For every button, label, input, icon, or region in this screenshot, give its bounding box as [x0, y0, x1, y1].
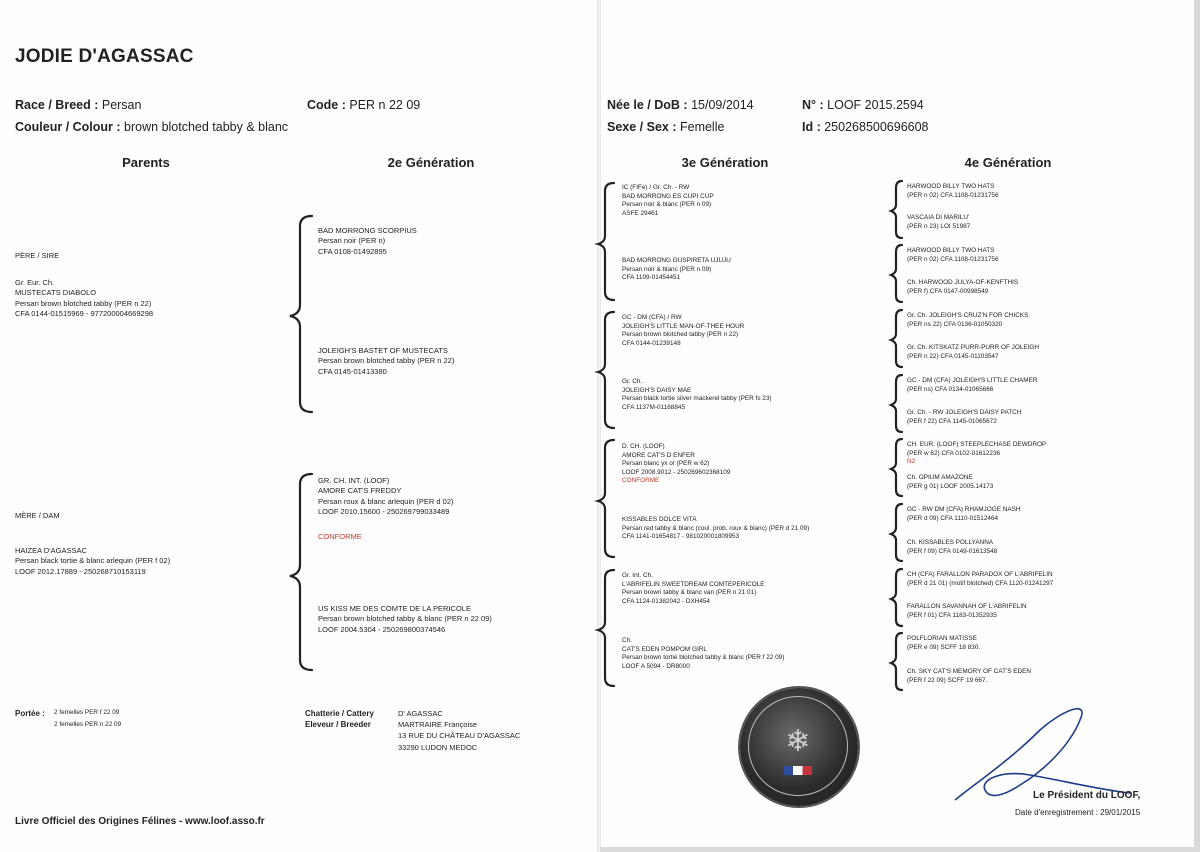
- gen4-entry: [907, 474, 993, 491]
- gen4-entry: [907, 603, 1027, 620]
- gen4-entry: [907, 247, 999, 264]
- gen3-line: Persan brown blotched tabby (PER n 22): [622, 331, 739, 339]
- gen4-line: GC - RW DM (CFA) RHAMJOGE NASH: [907, 506, 1021, 513]
- gen4-line: Ch. SKY CAT'S MEMORY OF CAT'S EDEN: [907, 668, 1032, 675]
- gen3-line: Ch.: [622, 637, 632, 644]
- gen4-line: Ch. KISSABLES POLLYANNA: [907, 539, 994, 546]
- gen3-entry: [622, 184, 714, 218]
- sex-value: Femelle: [679, 120, 725, 134]
- gen4-line: Ch. OPIUM AMAZONE: [907, 474, 973, 481]
- gen2-line: AMORE CAT'S FREDDY: [318, 486, 402, 496]
- gen4-line: (PER f 22 09) SCFF 19 667.: [907, 676, 988, 684]
- code-value: PER n 22 09: [349, 98, 421, 112]
- conforme-note: CONFORME: [622, 477, 660, 485]
- number-row: [802, 98, 924, 112]
- gen3-line: BAD MORRONG GUSPIRETA UJUJU: [622, 257, 731, 264]
- gen4-line: Gr. Ch. KITSKATZ PURR-PURR OF JOLEIGH: [907, 344, 1039, 351]
- gen4-line: (PER n 23) LOI 51987: [907, 222, 971, 230]
- page-fold: [597, 0, 601, 852]
- gen3-line: Gr. Int. Ch.: [622, 572, 653, 579]
- cattery-label: Chatterie / Cattery: [305, 709, 374, 718]
- gen2-entry: [318, 226, 417, 257]
- gen4-entry: [907, 344, 1039, 361]
- id-value: 250268500696608: [824, 120, 929, 134]
- gen3-line: ASFE 29461: [622, 209, 659, 217]
- gen3-line: CFA 1124-01382042 - DXH454: [622, 597, 710, 605]
- scan-edge-bottom: [600, 847, 1200, 852]
- cat-emblem-icon: ❄: [785, 725, 811, 758]
- loof-seal: [740, 688, 858, 806]
- code-label: Code :: [307, 98, 346, 112]
- gen2-line: JOLEIGH'S BASTET OF MUSTECATS: [318, 346, 448, 355]
- gen2-line: GR. CH. INT. (LOOF): [318, 476, 390, 485]
- gen3-line: CFA 0144-01239148: [622, 339, 681, 347]
- race-row: [15, 98, 141, 112]
- gen3-line: L'ABRIFELIN SWEETDREAM COMTEPERICOLE: [622, 580, 765, 588]
- id-row: [802, 120, 929, 134]
- gen3-line: Persan noir & blanc (PER n 09): [622, 201, 712, 209]
- gen3-line: LOOF A 5094 - DR8000: [622, 662, 690, 670]
- gen3-line: CFA 1137M-01168845: [622, 403, 686, 411]
- cattery-values: [398, 708, 520, 753]
- gen2-entry: [318, 476, 454, 542]
- litter-block: [54, 709, 121, 729]
- scan-edge: [1194, 0, 1200, 852]
- gen4-entry: [907, 279, 1018, 296]
- number-label: N° :: [802, 98, 824, 112]
- gen4-line: CH. EUR. (LOOF) STEEPLECHASE DEWDROP: [907, 441, 1047, 448]
- gen3-line: Persan blanc yx or (PER w 62): [622, 460, 710, 468]
- gen3-line: Persan noir & blanc (PER n 09): [622, 265, 712, 273]
- col-parents: Parents: [122, 155, 170, 170]
- dob-label: Née le / DoB :: [607, 98, 688, 112]
- gen2-line: CFA 0108-01492895: [318, 246, 387, 256]
- dam-block: [15, 546, 170, 577]
- gen4-line: VASCAIA DI MARILU': [907, 214, 970, 221]
- litter-line: 2 femelles PER f 22 09: [54, 709, 120, 716]
- gen4-note: N2: [907, 458, 916, 466]
- gen4-line: Ch. HARWOOD JULYA-OF-KENFTHIS: [907, 279, 1019, 286]
- gen3-line: GC - DM (CFA) / RW: [622, 314, 682, 321]
- gen4-entry: [907, 668, 1031, 685]
- sire-line: MUSTECATS DIABOLO: [15, 288, 97, 298]
- gen4-line: POLFLORIAN MATISSE: [907, 635, 977, 642]
- gen3-line: Gr. Ch.: [622, 378, 643, 385]
- french-flag-icon: [784, 766, 812, 775]
- sire-label: PÈRE / SIRE: [15, 251, 60, 260]
- race-value: Persan: [101, 98, 142, 112]
- col-gen4: 4e Génération: [964, 155, 1052, 170]
- gen4-entry: [907, 539, 997, 556]
- sex-label: Sexe / Sex :: [607, 120, 677, 134]
- colour-value: brown blotched tabby & blanc: [124, 120, 289, 134]
- gen4-line: FARALLON SAVANNAH OF L'ABRIFELIN: [907, 603, 1027, 610]
- gen3-line: Persan red tabby & blanc (coul. prob. roux & blanc) (PER d 21 09): [622, 524, 810, 532]
- gen3-line: Persan brown tabby & blanc van (PER n 21 01): [622, 589, 757, 597]
- gen2-line: CFA 0145-01413380: [318, 366, 387, 376]
- gen3-line: JOLEIGH'S LITTLE MAN-OF-THEE HOUR: [622, 322, 745, 330]
- breeder-line: MARTRAIRE Françoise: [398, 720, 478, 730]
- gen3-line: AMORE CAT'S D ENFER: [622, 451, 695, 459]
- gen3-line: CAT'S EDEN POMPOM GIRL: [622, 645, 707, 653]
- gen4-line: Gr. Ch. - RW JOLEIGH'S DAISY PATCH: [907, 409, 1022, 416]
- dam-line: HAIZEA D'AGASSAC: [15, 546, 87, 555]
- gen3-line: CFA 1141-01654817 - 981020001809953: [622, 533, 740, 541]
- gen2-line: US KISS ME DES COMTE DE LA PERICOLE: [318, 604, 471, 613]
- gen2-entry: [318, 604, 492, 635]
- sire-block: [15, 278, 153, 320]
- gen3-line: JOLEIGH'S DAISY MAE: [622, 386, 692, 394]
- gen4-entry: [907, 571, 1053, 588]
- gen2-line: BAD MORRONG SCORPIUS: [318, 226, 417, 235]
- sex-row: [607, 120, 724, 134]
- dam-line: Persan black tortie & blanc arlequin (PER f 02): [15, 556, 171, 566]
- gen4-line: (PER d 09) CFA 1110-01512464: [907, 514, 999, 522]
- gen4-line: (PER f 22) CFA 1145-01065672: [907, 417, 997, 425]
- gen4-line: (PER n 22) CFA 0145-01103547: [907, 352, 999, 360]
- conforme-note: CONFORME: [318, 531, 362, 541]
- gen3-entry: [622, 572, 765, 606]
- cat-name: JODIE D'AGASSAC: [15, 46, 194, 67]
- gen3-line: LOOF 2008.9012 - 250269602368109: [622, 468, 731, 476]
- gen4-line: HARWOOD BILLY TWO HATS: [907, 183, 995, 190]
- gen4-line: (PER n 02) CFA 1108-01231756: [907, 255, 999, 263]
- dob-value: 15/09/2014: [691, 98, 754, 112]
- gen4-entry: [907, 377, 1037, 394]
- code-row: [307, 98, 420, 112]
- gen2-line: Persan brown blotched tabby & blanc (PER n 22 09): [318, 614, 492, 624]
- dam-label: MÈRE / DAM: [15, 511, 60, 520]
- gen2-line: LOOF 2004.5304 - 250269800374546: [318, 624, 446, 634]
- gen4-entry: [907, 635, 980, 652]
- gen3-entry: [622, 443, 730, 486]
- gen4-line: (PER ns) CFA 0134-01065666: [907, 385, 994, 393]
- col-gen2: 2e Génération: [387, 155, 475, 170]
- gen4-line: (PER f 01) CFA 1183-01352935: [907, 611, 997, 619]
- col-gen3: 3e Génération: [681, 155, 769, 170]
- gen3-entry: [622, 637, 784, 671]
- gen4-line: (PER n 02) CFA 1108-01231756: [907, 191, 999, 199]
- gen3-line: CFA 1109-01454451: [622, 274, 681, 282]
- litter-label: Portée :: [15, 709, 45, 718]
- footer-text: Livre Officiel des Origines Félines - www.loof.asso.fr: [15, 816, 265, 827]
- gen4-line: CH (CFA) FARALLON PARADOX OF L'ABRIFELIN: [907, 571, 1053, 578]
- gen2-entry: [318, 346, 454, 377]
- breeder-line: 33290 LUDON MEDOC: [398, 742, 478, 752]
- gen4-line: (PER f 09) CFA 0149-01613548: [907, 547, 998, 555]
- breeder-line: 13 RUE DU CHÂTEAU D'AGASSAC: [398, 731, 521, 741]
- gen3-entry: [622, 516, 809, 542]
- gen3-entry: [622, 378, 772, 412]
- gen2-line: LOOF 2010.15600 - 250269799033489: [318, 507, 450, 517]
- gen4-entry: [907, 506, 1021, 523]
- gen3-line: Persan brown tortie blotched tabby & blanc (PER f 22 09): [622, 654, 785, 662]
- gen4-entry: [907, 441, 1046, 467]
- gen4-entry: [907, 312, 1028, 329]
- gen3-line: BAD MORRONG ES CUPI CUP: [622, 192, 714, 200]
- gen4-line: (PER f) CFA 0147-00998549: [907, 287, 989, 295]
- cattery-labels: [305, 708, 374, 730]
- colour-row: [15, 120, 288, 134]
- gen3-line: IC (FIFe) / Gr. Ch. - RW: [622, 184, 690, 191]
- president-title: Le Président du LOOF,: [1033, 790, 1141, 801]
- gen4-entry: [907, 214, 970, 231]
- id-label: Id :: [802, 120, 821, 134]
- gen4-line: (PER w 62) CFA 0102-01612236: [907, 449, 1001, 457]
- number-value: LOOF 2015.2594: [827, 98, 924, 112]
- gen4-line: Gr. Ch. JOLEIGH'S CRUZ'N FOR CHICKS: [907, 312, 1029, 319]
- gen4-line: (PER e 09) SCFF 18 830.: [907, 643, 981, 651]
- race-label: Race / Breed :: [15, 98, 99, 112]
- gen4-line: (PER g 01) LOOF 2005.14173: [907, 482, 994, 490]
- gen3-line: KISSABLES DOLCE VITA: [622, 516, 697, 523]
- breeder-label: Eleveur / Breeder: [305, 720, 371, 729]
- gen4-entry: [907, 409, 1021, 426]
- gen4-entry: [907, 183, 999, 200]
- gen2-line: Persan roux & blanc arlequin (PER d 02): [318, 496, 454, 506]
- gen2-line: Persan brown blotched tabby (PER n 22): [318, 356, 455, 366]
- gen4-line: (PER ns 22) CFA 0136-01050320: [907, 320, 1003, 328]
- dam-line: LOOF 2012.17889 - 250268710153119: [15, 566, 146, 576]
- gen2-line: Persan noir (PER n): [318, 236, 386, 246]
- registration-date: Date d'enregistrement : 29/01/2015: [1015, 808, 1141, 817]
- litter-line: 2 femelles PER n 22 09: [54, 720, 122, 728]
- gen3-line: Persan black tortie silver mackerel tabby (PER fs 23): [622, 395, 772, 403]
- gen4-line: HARWOOD BILLY TWO HATS: [907, 247, 995, 254]
- gen3-line: D. CH. (LOOF): [622, 443, 665, 450]
- gen3-entry: [622, 257, 731, 283]
- sire-line: Gr. Eur. Ch.: [15, 278, 55, 287]
- sire-line: Persan brown blotched tabby (PER n 22): [15, 298, 152, 308]
- sire-line: CFA 0144-01515969 - 977200004669298: [15, 309, 154, 319]
- cattery-value: D' AGASSAC: [398, 709, 443, 718]
- gen4-line: GC - DM (CFA) JOLEIGH'S LITTLE CHAMER: [907, 377, 1038, 384]
- gen3-entry: [622, 314, 744, 348]
- gen4-line: (PER d 21 01) (motif blotched) CFA 1120-01241297: [907, 579, 1054, 587]
- colour-label: Couleur / Colour :: [15, 120, 121, 134]
- dob-row: [607, 98, 754, 112]
